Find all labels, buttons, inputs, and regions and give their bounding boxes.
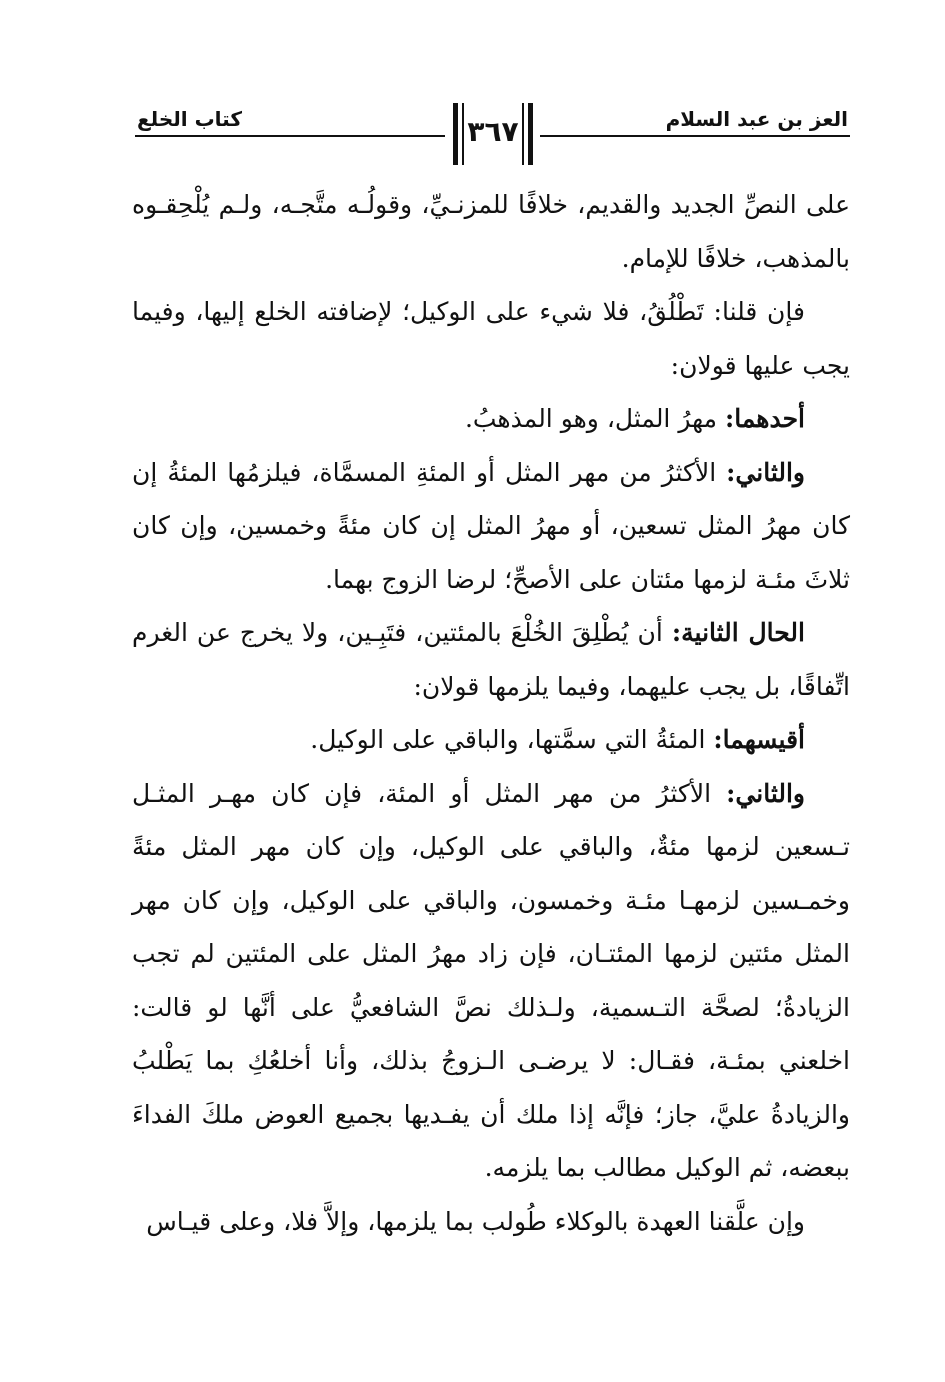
paragraph-continuation <box>132 178 850 285</box>
paragraph-term: الحال الثانية: <box>671 618 805 647</box>
paragraph-agents-liability <box>132 1195 850 1249</box>
page-body <box>132 178 850 1248</box>
paragraph-case-divorce <box>132 285 850 392</box>
paragraph-term: أحدهما: <box>724 404 805 433</box>
paragraph-second-case <box>132 606 850 713</box>
running-head-author: العز بن عبد السلام <box>665 107 848 131</box>
paragraph-term: والثاني: <box>726 457 805 487</box>
paragraph-first-opinion <box>132 392 850 446</box>
paragraph-text: على النصِّ الجديد والقديم، خلافًا للمزنـيِّ، وقولُـه متَّجـه، ولـم يُلْحِقـوه بالمذهب، خلافًا للإمام. <box>132 190 850 273</box>
paragraph-text: الأكثرُ من مهر المثل أو المئة، فإن كان مهـر المثـل تـسعين لزمها مئةٌ، والباقي على الوكيل، وإن كان مهر المثل مئةً وخمـسين لزمهـا مئـة وخمسون، والباقي على الوكيل، وإن كان مهر المثل مئتين لزمها المئتـان، فإن زاد مهرُ المثل على المئتين لم تجب الزيادةُ؛ لصحَّة التـسمية، ولـذلك نصَّ الشافعيُّ على أنَّها لو قالت: اخلعني بمئـة، فقـال: لا يرضـى الـزوجُ بذلك، وأنا أخلعُكِ بما يَطْلبُ والزيادةُ عليَّ، جاز؛ فإنَّه إذا ملك أن يفـديها بجميع العوض ملكَ الفداءَ ببعضه، ثم الوكيل مطالب بما يلزمه. <box>132 778 850 1182</box>
paragraph-term: والثاني: <box>726 778 805 808</box>
paragraph-text: فإن قلنا: تَطْلُقُ، فلا شيء على الوكيل؛ لإضافته الخلع إليها، وفيما يجب عليها قولان: <box>132 297 850 380</box>
paragraph-text: المئةُ التي سمَّتها، والباقي على الوكيل. <box>310 725 714 754</box>
frame-bar <box>462 103 464 165</box>
frame-bar <box>453 103 458 165</box>
paragraph-more-analogous <box>132 713 850 767</box>
paragraph-text: وإن علَّقنا العهدة بالوكلاء طُولب بما يلزمها، وإلاَّ فلا، وعلى قيـاس <box>146 1206 805 1236</box>
header-rule-right <box>540 135 850 137</box>
paragraph-text: مهرُ المثل، وهو المذهبُ. <box>464 404 725 433</box>
header-rule-left <box>135 135 445 137</box>
paragraph-second-opinion-2 <box>132 767 850 1195</box>
frame-bar <box>522 103 524 165</box>
page-header <box>135 95 850 175</box>
paragraph-term: أقيسهما: <box>713 725 805 754</box>
paragraph-text: أن يُطْلِقَ الخُلْعَ بالمئتين، فتَبِـين، ولا يخرج عن الغرم اتِّفاقًا، بل يجب عليهما، وفيما يلزمها قولان: <box>132 618 850 701</box>
page-number-frame <box>453 103 533 165</box>
paragraph-text: الأكثرُ من مهر المثل أو المئةِ المسمَّاة، فيلزمُها المئةُ إن كان مهرُ المثل تسعين، أو مهرُ المثل إن كان مئةً وخمسين، وإن كان ثلاثَ مئـة لزمها مئتان على الأصحِّ؛ لرضا الزوج بهما. <box>132 457 850 594</box>
running-head-section: كتاب الخلع <box>137 107 242 131</box>
page-number: ٣٦٧ <box>467 115 519 148</box>
frame-bar <box>528 103 533 165</box>
paragraph-second-opinion <box>132 446 850 607</box>
